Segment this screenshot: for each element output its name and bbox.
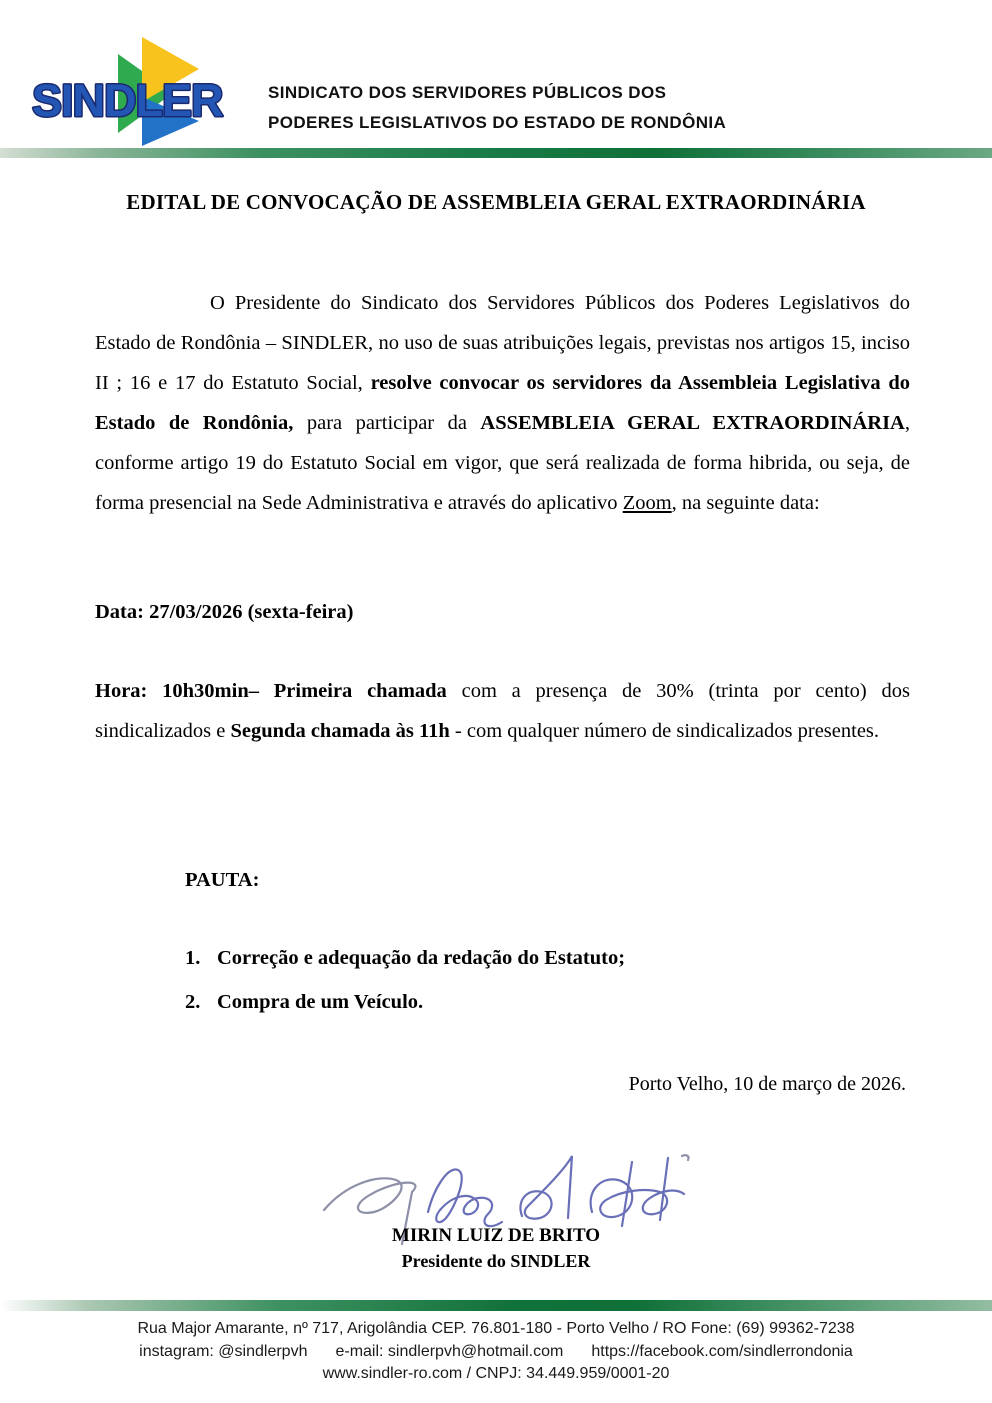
sindler-logo-icon <box>30 36 235 152</box>
text-segment: Zoom <box>622 492 672 514</box>
text-segment: - com qualquer número de sindicalizados presentes. <box>449 720 880 742</box>
signatory-name: MIRIN LUIZ DE BRITO <box>391 1225 601 1246</box>
text-segment: com a presença de 30% (trinta por cento) dos sindicalizados e <box>95 680 910 742</box>
agenda-item-text: Compra de um Veículo. <box>217 991 424 1013</box>
footer-email: e-mail: sindlerpvh@hotmail.com <box>335 1342 564 1360</box>
agenda-list <box>95 936 910 1024</box>
text-segment: , conforme artigo 19 do Estatuto Social em vigor, que será realizada de forma hibrida, ou seja, de forma presencial na Sede Administrativa e através do aplicativo <box>95 412 910 514</box>
signature-stroke <box>591 1179 684 1217</box>
signature-stroke <box>682 1155 689 1160</box>
text-segment: , na seguinte data: <box>671 492 820 514</box>
agenda-item-number: 2. <box>185 991 201 1013</box>
signature-stroke <box>520 1156 572 1219</box>
agenda-item <box>185 936 910 980</box>
text-segment: para participar da <box>293 412 481 434</box>
footer-facebook: https://facebook.com/sindlerrondonia <box>591 1342 853 1360</box>
text-segment: Hora: 10h30min– Primeira chamada <box>95 680 447 702</box>
time-paragraph <box>95 671 910 751</box>
agenda-item <box>185 980 910 1024</box>
opening-paragraph <box>95 283 910 523</box>
footer-instagram: instagram: @sindlerpvh <box>139 1342 308 1360</box>
text-segment: O Presidente do Sindicato dos Servidores Públicos dos Poderes Legislativos do Estado de Rondônia – SINDLER, no uso de suas atribuições legais, previstas nos artigos 15, inciso II ; 16 e 17 do Estatuto Social, <box>95 292 910 394</box>
footer <box>0 1318 992 1386</box>
agenda-item-number: 1. <box>185 947 201 969</box>
letterhead <box>30 36 962 152</box>
footer-contacts-line <box>0 1341 992 1364</box>
agenda-heading: PAUTA: <box>185 869 260 891</box>
text-segment: resolve convocar os servidores da Assembleia Legislativa do Estado de Rondônia, <box>95 372 910 434</box>
place-and-date-line: Porto Velho, 10 de março de 2026. <box>628 1073 906 1095</box>
sindler-logo <box>30 36 235 152</box>
text-segment: ASSEMBLEIA GERAL EXTRAORDINÁRIA <box>480 412 905 434</box>
organization-name <box>268 78 726 138</box>
signature-stroke <box>428 1170 502 1227</box>
text-segment: Segunda chamada às 11h <box>230 720 450 742</box>
footer-address-line: Rua Major Amarante, nº 717, Arigolândia CEP. 76.801-180 - Porto Velho / RO Fone: (69) 99362-7238 <box>137 1320 855 1337</box>
document-title: EDITAL DE CONVOCAÇÃO DE ASSEMBLEIA GERAL EXTRAORDINÁRIA <box>126 190 866 214</box>
organization-name-line2: PODERES LEGISLATIVOS DO ESTADO DE RONDÔNIA <box>268 113 727 132</box>
organization-name-line1: SINDICATO DOS SERVIDORES PÚBLICOS DOS <box>268 83 667 102</box>
logo-wordmark: SINDLER <box>32 75 223 126</box>
footer-website-cnpj-line: www.sindler-ro.com / CNPJ: 34.449.959/0001-20 <box>322 1365 670 1382</box>
signatory-role: Presidente do SINDLER <box>401 1251 591 1271</box>
date-line: Data: 27/03/2026 (sexta-feira) <box>95 601 354 623</box>
footer-divider-bar <box>0 1300 992 1311</box>
header-divider-bar <box>0 148 992 158</box>
agenda-item-text: Correção e adequação da redação do Estatuto; <box>217 947 626 969</box>
